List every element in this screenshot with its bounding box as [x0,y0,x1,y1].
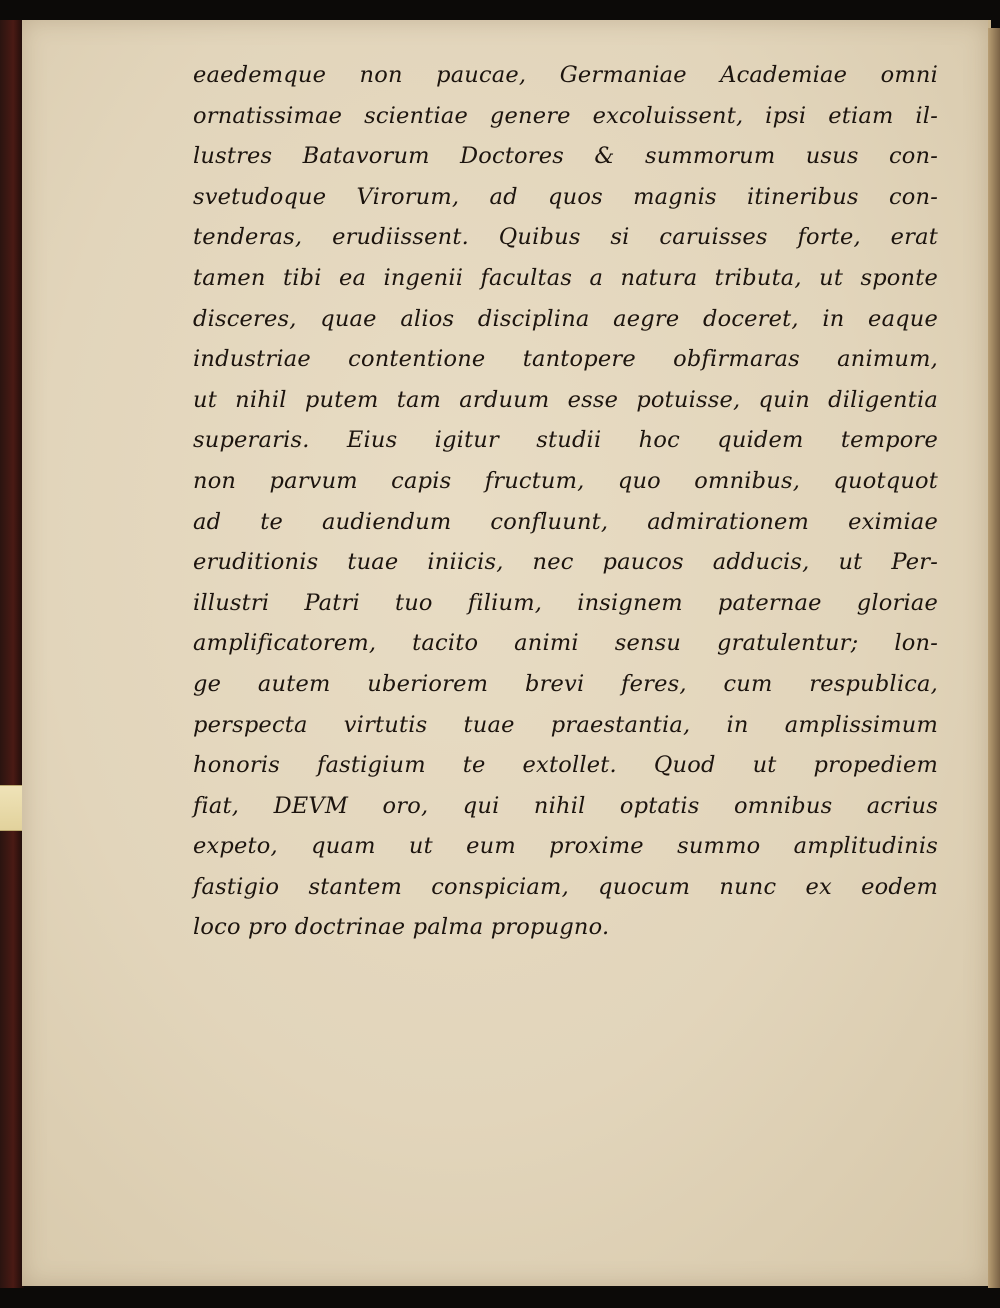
text-line: superaris. Eius igitur studii hoc quidem tempore [193,427,938,454]
text-line: non parvum capis fructum, quo omnibus, quotquot [193,467,938,494]
text-line: expeto, quam ut eum proxime summo amplitudinis [193,833,938,860]
bottom-scan-shadow [0,1288,1000,1308]
text-line: ornatissimae scientiae genere excoluissent, ipsi etiam il- [193,102,938,129]
text-line: illustri Patri tuo filium, insignem paternae gloriae [193,589,938,616]
text-line: ge autem uberiorem brevi feres, cum respublica, [193,670,938,697]
text-line: fastigio stantem conspiciam, quocum nunc ex eodem [193,873,938,900]
text-line: honoris fastigium te extollet. Quod ut propediem [193,752,938,779]
text-line: tamen tibi ea ingenii facultas a natura tributa, ut sponte [193,264,938,291]
text-line: perspecta virtutis tuae praestantia, in amplissimum [193,711,938,738]
text-line: lustres Batavorum Doctores & summorum usus con- [193,143,938,170]
text-line: ut nihil putem tam arduum esse potuisse, quin diligentia [193,386,938,413]
book-spine-edge [0,20,24,1288]
text-line: eruditionis tuae iniicis, nec paucos adducis, ut Per- [193,549,938,576]
text-line: ad te audiendum confluunt, admirationem eximiae [193,508,938,535]
text-line: svetudoque Virorum, ad quos magnis itineribus con- [193,183,938,210]
text-line: amplificatorem, tacito animi sensu gratulentur; lon- [193,630,938,657]
page-edge-strip [988,28,1000,1292]
latin-text-block [193,55,938,948]
text-line-final: loco pro doctrinae palma propugno. [193,914,610,941]
text-line: industriae contentione tantopere obfirmaras animum, [193,346,938,373]
text-line: tenderas, erudiissent. Quibus si caruisses forte, erat [193,224,938,251]
text-line: fiat, DEVM oro, qui nihil optatis omnibus acrius [193,792,938,819]
text-line: eaedemque non paucae, Germaniae Academiae omni [193,62,938,88]
text-line: disceres, quae alios disciplina aegre doceret, in eaque [193,305,938,332]
